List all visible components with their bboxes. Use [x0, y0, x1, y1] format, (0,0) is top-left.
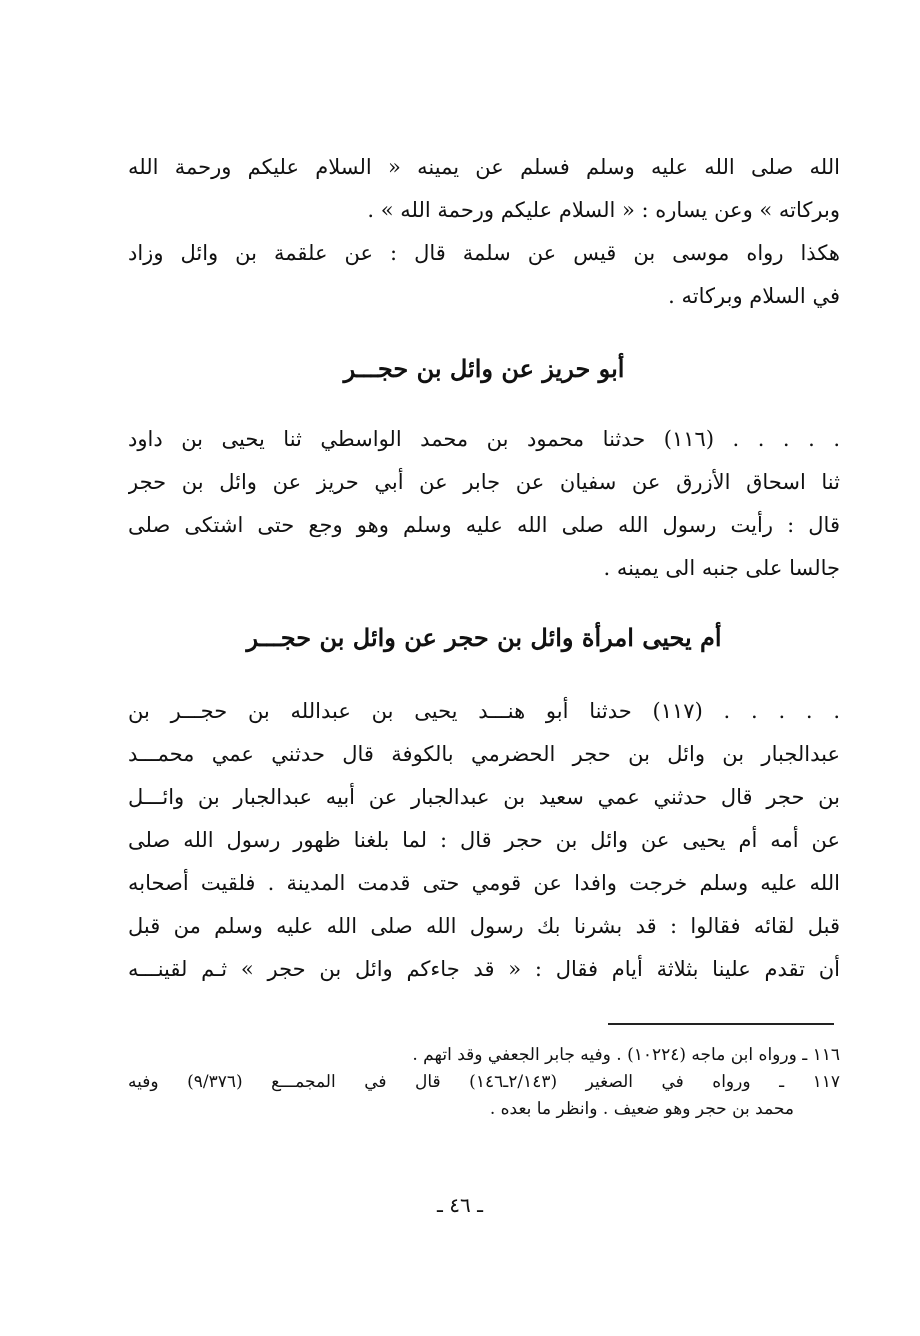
intro-line-3: هكذا رواه موسى بن قيس عن سلمة قال : عن علقمة بن وائل وزاد: [128, 241, 840, 265]
hadith-117-line-1: . . . . . (١١٧) حدثنا أبو هنـــد يحيى بن عبدالله بن حجـــر بن: [128, 699, 840, 723]
footnote-117-continued: محمد بن حجر وهو ضعيف . وانظر ما بعده .: [489, 1099, 794, 1119]
footnotes: [128, 1042, 840, 1123]
hadith-116-paragraph: [128, 418, 840, 590]
hadith-117-line-7: أن تقدم علينا بثلاثة أيام فقال : « قد جاءكم وائل بن حجر » ثـم لقينـــه: [128, 957, 840, 981]
hadith-117-line-4: عن أمه أم يحيى عن وائل بن حجر قال : لما بلغنا ظهور رسول الله صلى: [128, 828, 840, 852]
intro-line-1: الله صلى الله عليه وسلم فسلم عن يمينه « السلام عليكم ورحمة الله: [128, 155, 840, 179]
hadith-117-line-5: الله عليه وسلم خرجت وافدا عن قومي حتى قدمت المدينة . فلقيت أصحابه: [128, 871, 840, 895]
intro-line-4: في السلام وبركاته .: [668, 284, 840, 308]
footnote-divider: [608, 1023, 834, 1025]
section-heading-2: أم يحيى امرأة وائل بن حجر عن وائل بن حجـــر: [246, 623, 722, 652]
hadith-116-line-1: . . . . . (١١٦) حدثنا محمود بن محمد الواسطي ثنا يحيى بن داود: [128, 427, 840, 451]
hadith-116-line-2: ثنا اسحاق الأزرق عن سفيان عن جابر عن أبي حريز عن وائل بن حجر: [128, 470, 840, 494]
intro-paragraph: [128, 146, 840, 318]
footnote-116: ١١٦ ـ ورواه ابن ماجه (١٠٢٢٤) . وفيه جابر الجعفي وقد اتهم .: [412, 1045, 840, 1065]
page-number: ـ ٤٦ ـ: [437, 1193, 483, 1217]
footnote-117: ١١٧ ـ ورواه في الصغير (٢/١٤٣ـ١٤٦) قال في المجمـــع (٩/٣٧٦) وفيه: [128, 1072, 840, 1092]
hadith-117-line-6: قبل لقائه فقالوا : قد بشرنا بك رسول الله صلى الله عليه وسلم من قبل: [128, 914, 840, 938]
section-heading-1: أبو حريز عن وائل بن حجـــر: [343, 354, 625, 383]
hadith-116-line-4: جالسا على جنبه الى يمينه .: [603, 556, 840, 580]
intro-line-2: وبركاته » وعن يساره : « السلام عليكم ورحمة الله » .: [367, 198, 840, 222]
hadith-116-line-3: قال : رأيت رسول الله صلى الله عليه وسلم وهو وجع حتى اشتكى صلى: [128, 513, 840, 537]
hadith-117-line-3: بن حجر قال حدثني عمي سعيد بن عبدالجبار عن أبيه عبدالجبار بن وائـــل: [128, 785, 840, 809]
hadith-117-paragraph: [128, 690, 840, 991]
hadith-117-line-2: عبدالجبار بن وائل بن حجر الحضرمي بالكوفة قال حدثني عمي محمـــد: [128, 742, 840, 766]
